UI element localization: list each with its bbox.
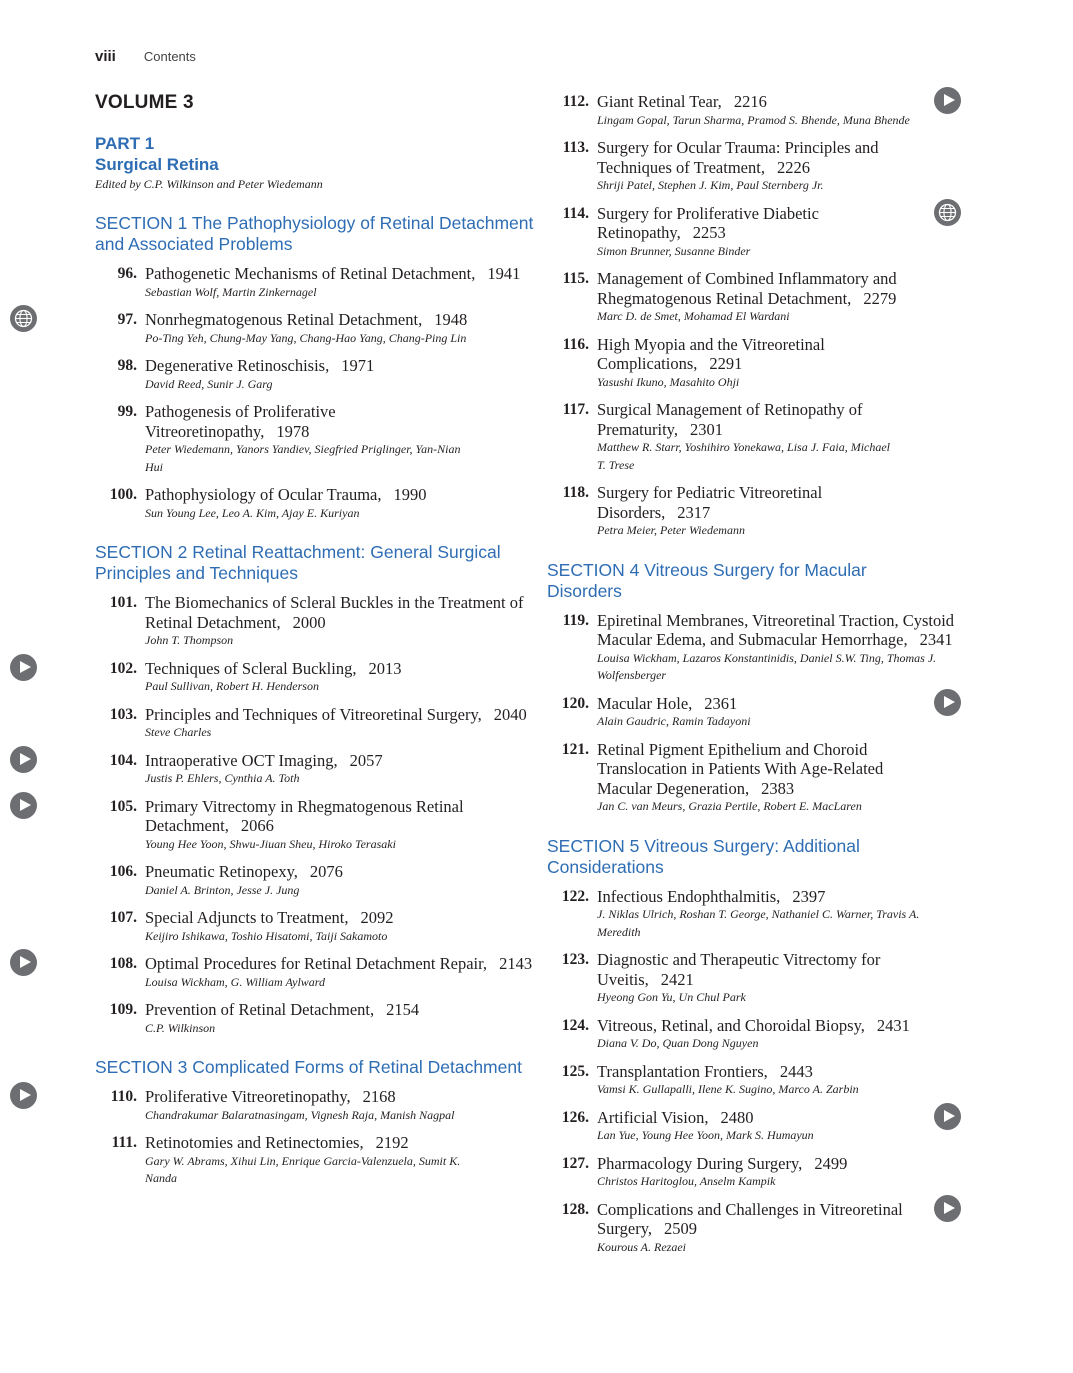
chapter-title[interactable]: The Biomechanics of Scleral Buckles in the Treatment of Retinal Detachment, (145, 593, 524, 632)
chapter-entry[interactable] (95, 485, 535, 522)
chapter-page: 2279 (863, 288, 897, 308)
chapter-title[interactable]: Degenerative Retinoschisis, (145, 356, 330, 375)
chapter-page: 2216 (733, 92, 767, 111)
chapter-title[interactable]: Pathogenetic Mechanisms of Retinal Detachment, (145, 264, 476, 283)
chapter-title[interactable]: Management of Combined Inflammatory and Rhegmatogenous Retinal Detachment, (597, 269, 897, 308)
chapter-title[interactable]: Complications and Challenges in Vitreoretinal Surgery, (597, 1199, 903, 1238)
chapter-title[interactable]: Transplantation Frontiers, (597, 1061, 768, 1081)
chapter-page: 2253 (692, 223, 726, 242)
chapter-authors: Steve Charles (145, 725, 212, 739)
chapter-entry[interactable] (547, 950, 982, 1007)
chapter-title[interactable]: Surgical Management of Retinopathy of Prematurity, (597, 400, 863, 439)
chapter-authors: Daniel A. Brinton, Jesse J. Jung (145, 882, 300, 897)
chapter-title[interactable]: Vitreous, Retinal, and Choroidal Biopsy, (597, 1015, 865, 1035)
chapter-title[interactable]: Surgery for Proliferative Diabetic Retinopathy, (597, 203, 819, 242)
chapter-number: 118. (562, 484, 589, 501)
chapter-entry[interactable] (547, 1200, 982, 1257)
chapter-number: 112. (562, 93, 589, 110)
chapter-entry[interactable] (547, 269, 982, 326)
chapter-entry[interactable] (547, 887, 982, 942)
chapter-authors: Vamsi K. Gullapalli, Ilene K. Sugino, Marco A. Zarbin (597, 1082, 859, 1096)
chapter-page: 2291 (709, 354, 743, 373)
chapter-entry[interactable] (547, 740, 982, 816)
chapter-page: 2192 (375, 1133, 409, 1152)
part-label: PART 1 (95, 134, 155, 153)
globe-icon[interactable] (10, 305, 37, 332)
chapter-entry[interactable] (95, 264, 535, 301)
chapter-title[interactable]: Nonrhegmatogenous Retinal Detachment, (145, 310, 423, 329)
play-icon[interactable] (10, 1082, 37, 1109)
chapter-authors: David Reed, Sunir J. Garg (145, 376, 273, 391)
chapter-page: 2431 (876, 1015, 910, 1035)
chapter-page: 2480 (720, 1107, 754, 1127)
chapter-number: 111. (111, 1134, 137, 1151)
section-heading-4[interactable]: SECTION 4 Vitreous Surgery for Macular Disorders (547, 559, 867, 601)
page-header (95, 48, 196, 66)
chapter-entry[interactable] (95, 402, 535, 476)
chapter-page: 2421 (660, 969, 694, 989)
chapter-number: 126. (561, 1108, 589, 1126)
chapter-authors: Louisa Wickham, Lazaros Konstantinidis, Daniel S.W. Ting, Thomas J. Wolfensberger (597, 650, 937, 682)
chapter-title[interactable]: Special Adjuncts to Treatment, (145, 908, 349, 927)
chapter-authors: Shriji Patel, Stephen J. Kim, Paul Sternberg Jr. (597, 178, 824, 192)
chapter-page: 1971 (341, 356, 375, 375)
chapter-authors: Chandrakumar Balaratnasingam, Vignesh Raja, Manish Nagpal (145, 1107, 455, 1122)
chapter-page: 2057 (349, 750, 383, 770)
chapter-number: 105. (109, 797, 137, 815)
chapter-number: 115. (562, 270, 589, 287)
chapter-authors: Petra Meier, Peter Wiedemann (597, 523, 745, 537)
chapter-title[interactable]: Proliferative Vitreoretinopathy, (145, 1087, 351, 1106)
chapter-authors: Louisa Wickham, G. William Aylward (145, 974, 326, 989)
chapter-title[interactable]: Epiretinal Membranes, Vitreoretinal Traction, Cystoid Macular Edema, and Submacular Hemorrhage, (597, 610, 955, 649)
chapter-authors: Gary W. Abrams, Xihui Lin, Enrique Garcia-Valenzuela, Sumit K. Nanda (145, 1153, 461, 1185)
chapter-entry[interactable] (95, 908, 535, 945)
chapter-page: 2383 (761, 778, 795, 798)
chapter-authors: Peter Wiedemann, Yanors Yandiev, Siegfried Priglinger, Yan-Nian Hui (145, 442, 461, 474)
chapter-title[interactable]: Intraoperative OCT Imaging, (145, 750, 338, 770)
chapter-page: 2066 (240, 816, 274, 835)
chapter-number: 110. (110, 1088, 137, 1105)
chapter-authors: Lingam Gopal, Tarun Sharma, Pramod S. Bhende, Muna Bhende (597, 112, 910, 127)
toc-left-column (95, 92, 535, 1197)
chapter-number: 120. (561, 694, 589, 712)
play-icon[interactable] (934, 1103, 961, 1130)
chapter-title[interactable]: Techniques of Scleral Buckling, (145, 658, 357, 678)
chapter-number: 128. (561, 1200, 589, 1218)
play-icon[interactable] (10, 746, 37, 773)
chapter-title[interactable]: Pathogenesis of Proliferative Vitreoretinopathy, (145, 402, 336, 441)
chapter-title[interactable]: Pathophysiology of Ocular Trauma, (145, 485, 382, 504)
toc-right-column (547, 92, 982, 1265)
chapter-page: 2499 (814, 1153, 848, 1173)
chapter-authors: Marc D. de Smet, Mohamad El Wardani (597, 309, 790, 323)
chapter-number: 127. (561, 1154, 589, 1172)
section-heading-1[interactable]: SECTION 1 The Pathophysiology of Retinal Detachment and Associated Problems (95, 213, 534, 254)
chapter-page: 2509 (664, 1219, 697, 1238)
chapter-authors: Lan Yue, Young Hee Yoon, Mark S. Humayun (597, 1128, 814, 1142)
chapter-entry[interactable] (547, 138, 982, 195)
chapter-page: 2000 (292, 612, 326, 632)
chapter-authors: Justis P. Ehlers, Cynthia A. Toth (145, 771, 300, 785)
chapter-title[interactable]: Macular Hole, (597, 693, 693, 713)
part-editors: Edited by C.P. Wilkinson and Peter Wiedemann (95, 177, 323, 191)
chapter-number: 114. (562, 204, 589, 222)
chapter-title[interactable]: Prevention of Retinal Detachment, (145, 1000, 375, 1019)
chapter-page: 2301 (689, 419, 723, 439)
chapter-number: 121. (561, 740, 589, 758)
chapter-entry[interactable] (547, 694, 982, 731)
part-title: Surgical Retina (95, 155, 219, 174)
chapter-title[interactable]: Principles and Techniques of Vitreoretinal Surgery, (145, 704, 482, 724)
running-title: Contents (143, 49, 196, 64)
chapter-entry[interactable] (95, 659, 535, 696)
chapter-entry[interactable] (547, 1062, 982, 1099)
chapter-title[interactable]: Giant Retinal Tear, (597, 92, 722, 111)
chapter-number: 98. (117, 357, 137, 374)
chapter-authors: Po-Ting Yeh, Chung-May Yang, Chang-Hao Yang, Chang-Ping Lin (145, 330, 467, 345)
chapter-page: 2143 (499, 954, 533, 973)
chapter-entry[interactable] (547, 1108, 982, 1145)
chapter-page: 2040 (493, 704, 527, 724)
play-icon[interactable] (10, 949, 37, 976)
chapter-number: 109. (109, 1001, 137, 1018)
chapter-number: 100. (109, 486, 137, 503)
chapter-authors: Christos Haritoglou, Anselm Kampik (597, 1174, 776, 1188)
chapter-page: 1948 (434, 310, 468, 329)
chapter-title[interactable]: Surgery for Pediatric Vitreoretinal Disorders, (597, 483, 823, 522)
chapter-title[interactable]: Pneumatic Retinopexy, (145, 862, 298, 881)
chapter-title[interactable]: Retinal Pigment Epithelium and Choroid Translocation in Patients With Age-Related Macular Degeneration, (597, 739, 884, 798)
chapter-entry[interactable] (547, 483, 982, 540)
chapter-page: 2443 (779, 1061, 813, 1081)
chapter-entry[interactable] (95, 1000, 535, 1037)
section-heading-5[interactable]: SECTION 5 Vitreous Surgery: Additional Considerations (547, 835, 860, 877)
chapter-page: 1978 (276, 421, 310, 441)
chapter-authors: Simon Brunner, Susanne Binder (597, 243, 751, 258)
chapter-number: 107. (109, 909, 137, 926)
chapter-number: 99. (117, 403, 137, 420)
chapter-title[interactable]: Primary Vitrectomy in Rhegmatogenous Retinal Detachment, (145, 796, 464, 835)
chapter-page: 2361 (704, 693, 738, 713)
chapter-authors: J. Niklas Ulrich, Roshan T. George, Nathaniel C. Warner, Travis A. Meredith (597, 907, 920, 939)
chapter-number: 125. (561, 1062, 589, 1080)
chapter-authors: Young Hee Yoon, Shwu-Jiuan Sheu, Hiroko Terasaki (145, 836, 396, 851)
chapter-authors: Sebastian Wolf, Martin Zinkernagel (145, 284, 317, 299)
chapter-number: 102. (109, 659, 137, 677)
play-icon[interactable] (934, 1195, 961, 1222)
section-heading-3[interactable]: SECTION 3 Complicated Forms of Retinal Detachment (95, 1057, 522, 1077)
chapter-authors: Yasushi Ikuno, Masahito Ohji (597, 374, 740, 389)
page-number: viii (95, 48, 116, 65)
chapter-entry[interactable] (95, 310, 535, 347)
chapter-entry[interactable] (547, 204, 982, 261)
chapter-number: 122. (561, 887, 589, 905)
chapter-entry[interactable] (95, 1133, 535, 1188)
chapter-page: 2013 (368, 658, 402, 678)
chapter-entry[interactable] (95, 751, 535, 788)
chapter-authors: Keijiro Ishikawa, Toshio Hisatomi, Taiji Sakamoto (145, 928, 388, 943)
chapter-entry[interactable] (95, 705, 535, 742)
chapter-number: 103. (109, 705, 137, 723)
chapter-number: 101. (109, 594, 137, 611)
chapter-authors: Matthew R. Starr, Yoshihiro Yonekawa, Lisa J. Faia, Michael T. Trese (597, 440, 891, 472)
chapter-entry[interactable] (547, 335, 982, 392)
volume-heading: VOLUME 3 (95, 92, 194, 113)
chapter-authors: Alain Gaudric, Ramin Tadayoni (597, 714, 751, 728)
play-icon[interactable] (10, 792, 37, 819)
chapter-page: 2168 (362, 1087, 396, 1106)
chapter-authors: C.P. Wilkinson (145, 1020, 216, 1035)
chapter-number: 106. (109, 863, 137, 880)
chapter-number: 108. (109, 955, 137, 972)
chapter-authors: Hyeong Gon Yu, Un Chul Park (597, 990, 746, 1004)
chapter-entry[interactable] (547, 1016, 982, 1053)
globe-icon[interactable] (934, 199, 961, 226)
chapter-authors: Sun Young Lee, Leo A. Kim, Ajay E. Kuriyan (145, 505, 360, 520)
chapter-page: 2397 (792, 886, 826, 906)
chapter-title[interactable]: High Myopia and the Vitreoretinal Complications, (597, 334, 825, 373)
chapter-authors: Kourous A. Rezaei (597, 1239, 686, 1254)
play-icon[interactable] (934, 689, 961, 716)
chapter-entry[interactable] (547, 1154, 982, 1191)
chapter-title[interactable]: Infectious Endophthalmitis, (597, 886, 781, 906)
chapter-entry[interactable] (547, 400, 982, 474)
chapter-page: 2076 (309, 862, 343, 881)
chapter-title[interactable]: Artificial Vision, (597, 1107, 709, 1127)
chapter-title[interactable]: Diagnostic and Therapeutic Vitrectomy for Uveitis, (597, 950, 881, 989)
chapter-number: 116. (562, 335, 589, 353)
chapter-title[interactable]: Retinotomies and Retinectomies, (145, 1133, 364, 1152)
chapter-page: 2092 (360, 908, 394, 927)
play-icon[interactable] (10, 654, 37, 681)
chapter-number: 124. (561, 1016, 589, 1034)
chapter-page: 2341 (919, 630, 953, 649)
chapter-title[interactable]: Optimal Procedures for Retinal Detachment Repair, (145, 954, 488, 973)
chapter-entry[interactable] (547, 92, 982, 129)
chapter-number: 113. (562, 139, 589, 156)
chapter-page: 2154 (386, 1000, 420, 1019)
chapter-authors: Jan C. van Meurs, Grazia Pertile, Robert E. MacLaren (597, 799, 862, 813)
chapter-authors: John T. Thompson (145, 633, 234, 647)
chapter-page: 1990 (393, 485, 427, 504)
chapter-entry[interactable] (95, 954, 535, 991)
chapter-page: 2226 (776, 157, 810, 177)
chapter-page: 1941 (487, 264, 521, 283)
chapter-entry[interactable] (95, 797, 535, 854)
chapter-authors: Paul Sullivan, Robert H. Henderson (145, 679, 319, 693)
chapter-number: 104. (109, 751, 137, 769)
chapter-number: 97. (117, 311, 137, 328)
chapter-page: 2317 (677, 502, 711, 522)
chapter-title[interactable]: Surgery for Ocular Trauma: Principles and Techniques of Treatment, (597, 138, 879, 177)
section-heading-2[interactable]: SECTION 2 Retinal Reattachment: General Surgical Principles and Techniques (95, 542, 501, 583)
chapter-number: 96. (117, 265, 137, 282)
chapter-number: 117. (562, 401, 589, 418)
chapter-number: 123. (561, 951, 589, 968)
chapter-authors: Diana V. Do, Quan Dong Nguyen (597, 1036, 759, 1050)
chapter-number: 119. (562, 611, 589, 629)
play-icon[interactable] (934, 87, 961, 114)
chapter-entry[interactable] (95, 356, 535, 393)
chapter-entry[interactable] (95, 593, 535, 650)
chapter-title[interactable]: Pharmacology During Surgery, (597, 1153, 803, 1173)
chapter-entry[interactable] (95, 1087, 535, 1124)
chapter-entry[interactable] (95, 862, 535, 899)
chapter-entry[interactable] (547, 611, 982, 685)
